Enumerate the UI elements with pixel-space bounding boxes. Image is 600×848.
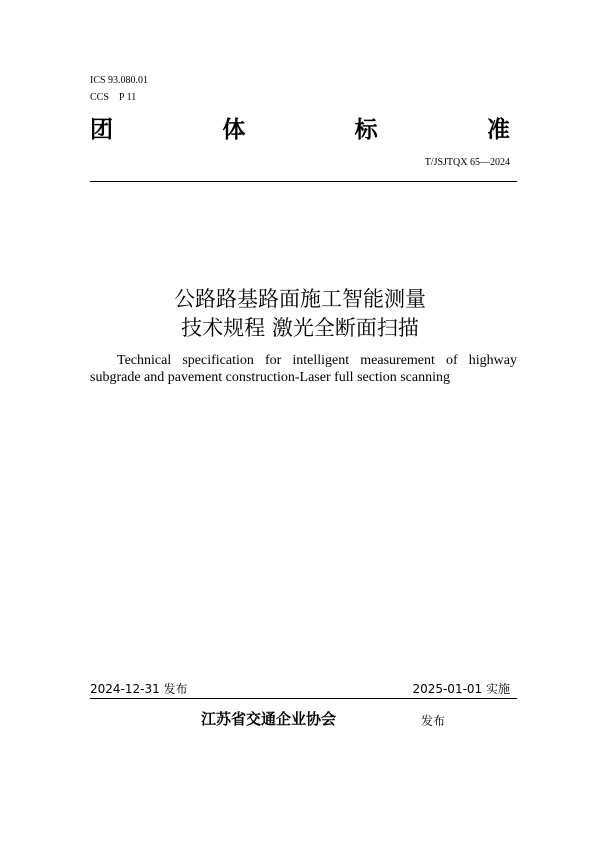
title-cn-line2: 技术规程 激光全断面扫描 xyxy=(181,316,419,340)
standard-type-char: 标 xyxy=(354,116,378,143)
standard-type-char: 团 xyxy=(90,116,113,143)
title-en-line2: subgrade and pavement construction-Laser full section scanning xyxy=(90,370,450,385)
standard-type-heading xyxy=(90,110,510,144)
issuer-name: 江苏省交通企业协会 xyxy=(201,710,337,728)
issuer-action: 发布 xyxy=(421,714,446,728)
ccs-code: CCS P 11 xyxy=(90,92,137,103)
top-divider xyxy=(90,181,517,182)
issue-date: 2024-12-31 发布 xyxy=(90,682,188,696)
implement-date: 2025-01-01 实施 xyxy=(412,682,510,696)
title-en xyxy=(90,352,517,386)
title-en-line1: Technical specification for intelligent measurement of highway xyxy=(117,353,517,368)
ics-code: ICS 93.080.01 xyxy=(90,75,149,86)
bottom-divider xyxy=(90,698,517,699)
standard-type-char: 体 xyxy=(222,116,246,143)
standard-type-char: 准 xyxy=(486,116,510,143)
standard-number: T/JSJTQX 65—2024 xyxy=(424,157,510,168)
title-cn-line1: 公路路基路面施工智能测量 xyxy=(174,287,426,311)
